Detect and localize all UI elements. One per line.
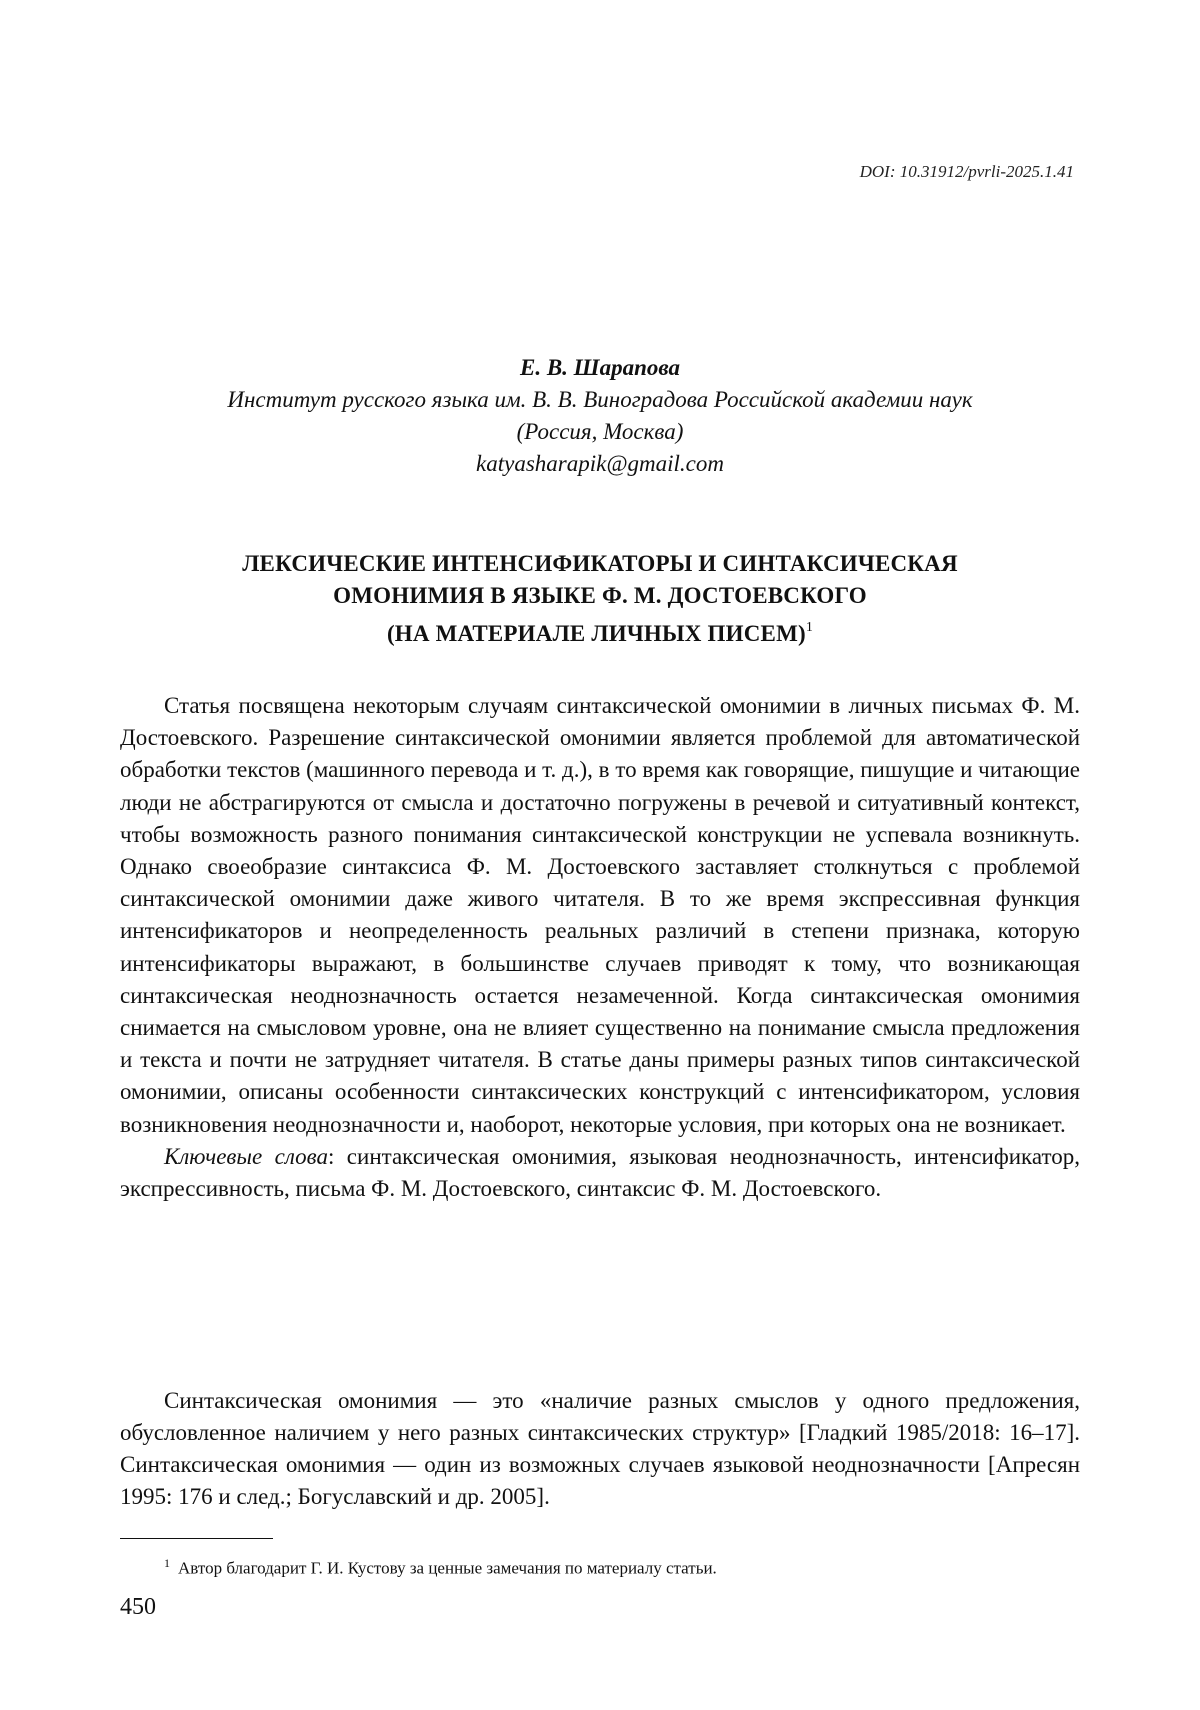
footnote xyxy=(164,1552,1070,1580)
author-block xyxy=(120,352,1080,480)
page-number: 450 xyxy=(120,1594,156,1620)
abstract-text: Статья посвящена некоторым случаям синтаксической омонимии в личных письмах Ф. М. Достоевского. Разрешение синтаксической омонимии является проблемой для автоматической обработки текстов (машинного перевода и т. д.), в то время как говорящие, пишущие и читающие люди не абстрагируются от смысла и достаточно погружены в речевой и ситуативный контекст, чтобы возможность разного понимания синтаксической конструкции не успевала возникнуть. Однако своеобразие синтаксиса Ф. М. Достоевского заставляет столкнуться с проблемой синтаксической омонимии даже живого читателя. В то же время экспрессивная функция интенсификаторов и неопределенность реальных различий в степени признака, которую интенсификаторы выражают, в большинстве случаев приводят к тому, что возникающая синтаксическая неоднозначность остается незамеченной. Когда синтаксическая омонимия снимается на смысловом уровне, она не влияет существенно на понимание смысла предложения и текста и почти не затрудняет читателя. В статье даны примеры разных типов синтаксической омонимии, описаны особенности синтаксических конструкций с интенсификатором, условия возникновения неоднозначности и, наоборот, некоторые условия, при которых она не возникает. xyxy=(120,693,1080,1137)
author-name: Е. В. Шарапова xyxy=(520,355,680,380)
author-location: (Россия, Москва) xyxy=(516,419,684,444)
body-text xyxy=(120,1385,1080,1513)
title-line-2: ОМОНИМИЯ В ЯЗЫКЕ Ф. М. ДОСТОЕВСКОГО xyxy=(333,583,867,608)
body-paragraph: Синтаксическая омонимия — это «наличие разных смыслов у одного предложения, обусловленное наличием у него разных синтаксических структур» [Гладкий 1985/2018: 16–17]. Синтаксическая омонимия — один из возможных случаев языковой неоднозначности [Апресян 1995: 176 и след.; Богуславский и др. 2005]. xyxy=(120,1388,1080,1509)
keywords xyxy=(120,1141,1080,1205)
keywords-label: Ключевые слова xyxy=(164,1143,328,1169)
abstract xyxy=(120,690,1080,1205)
footnote-text: Автор благодарит Г. И. Кустову за ценные замечания по материалу статьи. xyxy=(178,1558,717,1578)
footnote-mark: 1 xyxy=(164,1556,170,1570)
keywords-list: : синтаксическая омонимия, языковая неоднозначность, интенсификатор, экспрессивность, письма Ф. М. Достоевского, синтаксис Ф. М. Достоевского. xyxy=(120,1143,1080,1202)
article-title xyxy=(120,548,1080,650)
title-line-1: ЛЕКСИЧЕСКИЕ ИНТЕНСИФИКАТОРЫ И СИНТАКСИЧЕСКАЯ xyxy=(242,551,958,576)
author-affiliation: Институт русского языка им. В. В. Виноградова Российской академии наук xyxy=(227,387,973,412)
author-email: katyasharapik@gmail.com xyxy=(476,451,724,476)
title-line-3 xyxy=(120,612,1080,650)
footnote-divider xyxy=(120,1538,273,1539)
title-footnote-mark: 1 xyxy=(805,620,814,635)
doi: DOI: 10.31912/pvrli-2025.1.41 xyxy=(859,162,1074,181)
title-line-3-text: (НА МАТЕРИАЛЕ ЛИЧНЫХ ПИСЕМ) xyxy=(386,621,806,646)
